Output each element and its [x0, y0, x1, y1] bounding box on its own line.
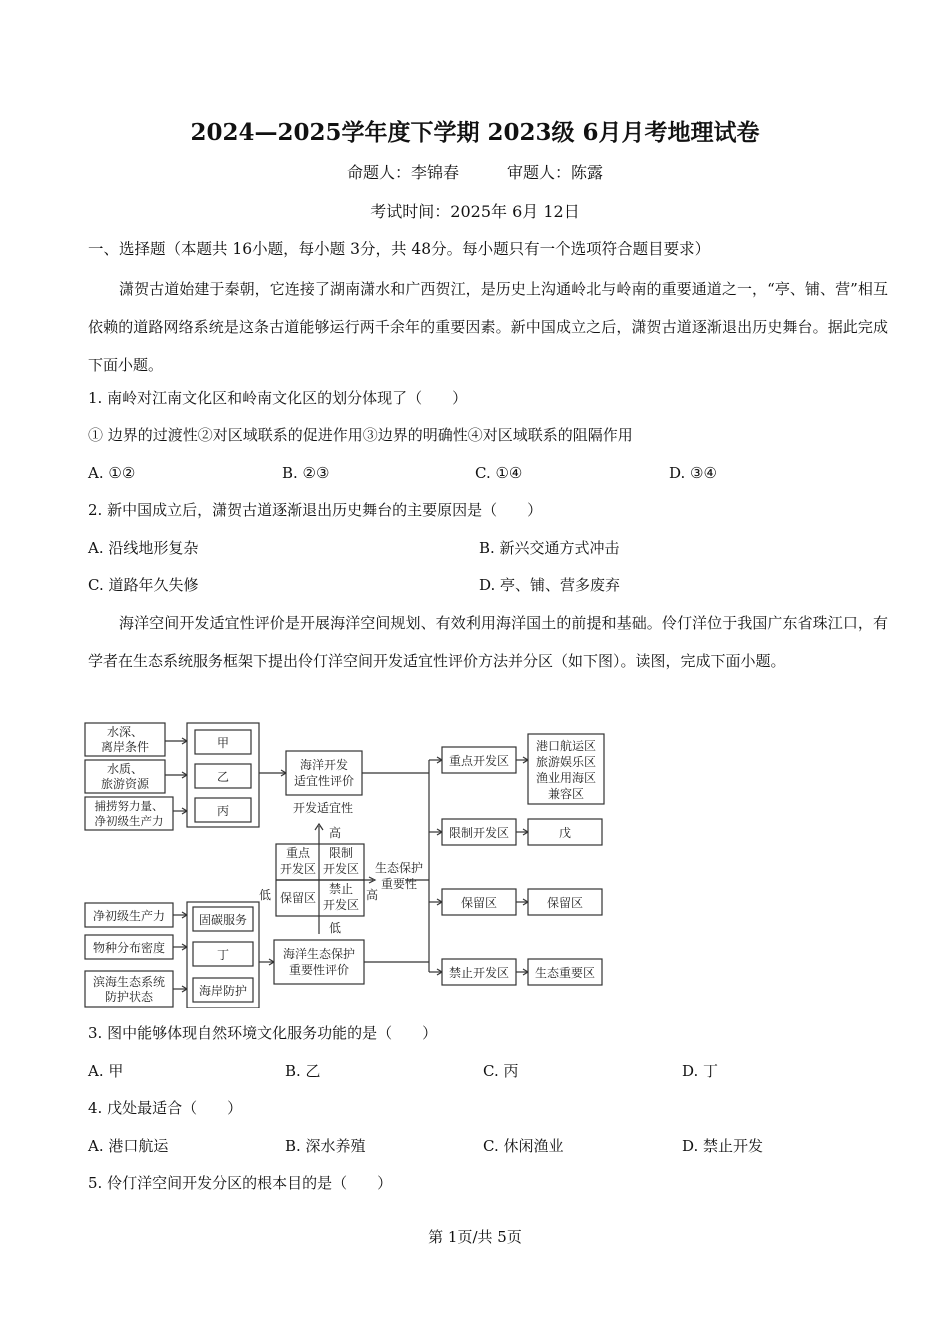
q5-stem: 5. 伶仃洋空间开发分区的根本目的是（ ） — [88, 1174, 393, 1192]
suitability-line2: 适宜性评价 — [293, 774, 355, 788]
axis-x-label-2: 重要性 — [380, 877, 418, 891]
input-npp: 净初级生产力 — [92, 909, 166, 923]
result-fishery: 渔业用海区 — [535, 771, 597, 785]
q2-option-d[interactable]: D. 亭、铺、营多废弃 — [479, 576, 621, 594]
result-tourism: 旅游娱乐区 — [535, 755, 597, 769]
axis-high-top: 高 — [329, 826, 342, 840]
matrix-key-dev-1: 重点 — [285, 846, 311, 860]
input-depth-line2: 离岸条件 — [100, 740, 150, 754]
section-header: 一、选择题（本题共 16小题，每小题 3分，共 48分。每小题只有一个选项符合题目要求） — [88, 240, 711, 258]
zone-prohibit-label: 禁止开发区 — [448, 966, 510, 980]
passage-1 — [88, 270, 888, 384]
eco-line1: 海洋生态保护 — [282, 947, 356, 961]
exam-title: 2024—2025学年度下学期 2023级 6月月考地理试卷 — [190, 119, 760, 146]
result-reserve: 保留区 — [546, 896, 584, 910]
q4-option-c[interactable]: C. 休闲渔业 — [483, 1137, 564, 1155]
result-port: 港口航运区 — [535, 739, 597, 753]
exam-time: 考试时间：2025年 6月 12日 — [370, 202, 580, 221]
input-water-line2: 旅游资源 — [100, 777, 150, 791]
q3-option-a[interactable]: A. 甲 — [88, 1062, 124, 1080]
q2-stem: 2. 新中国成立后，潇贺古道逐渐退出历史舞台的主要原因是（ ） — [88, 501, 543, 519]
q2-option-a[interactable]: A. 沿线地形复杂 — [88, 539, 199, 557]
passage-2 — [88, 604, 888, 680]
page-footer: 第 1页/共 5页 — [428, 1228, 522, 1246]
axis-low-left: 低 — [259, 888, 272, 902]
zone-key-dev-label: 重点开发区 — [448, 754, 510, 768]
q4-option-a[interactable]: A. 港口航运 — [88, 1137, 169, 1155]
label-coast-protect: 海岸防护 — [198, 984, 248, 998]
q1-statements: ① 边界的过渡性②对区域联系的促进作用③边界的明确性④对区域联系的阻隔作用 — [88, 426, 633, 444]
label-carbon: 固碳服务 — [198, 913, 248, 927]
q3-option-d[interactable]: D. 丁 — [682, 1062, 719, 1080]
axis-high-right: 高 — [366, 888, 379, 902]
axis-y-label: 开发适宜性 — [292, 801, 354, 815]
zone-reserve-label: 保留区 — [460, 896, 498, 910]
input-coastal-line2: 防护状态 — [104, 990, 154, 1004]
q1-option-d[interactable]: D. ③④ — [669, 464, 717, 482]
label-yi: 乙 — [216, 770, 230, 784]
result-eco: 生态重要区 — [534, 966, 596, 980]
matrix-prohibit-2: 开发区 — [322, 898, 360, 912]
passage-2-text: 海洋空间开发适宜性评价是开展海洋空间规划、有效利用海洋国土的前提和基础。伶仃洋位于我国广东省珠江口，有学者在生态系统服务框架下提出伶仃洋空间开发适宜性评价方法并分区（如下图）。读图，完成下面小题。 — [88, 614, 888, 670]
eco-line2: 重要性评价 — [288, 963, 350, 977]
result-compatible: 兼容区 — [547, 787, 585, 801]
label-jia: 甲 — [216, 736, 230, 750]
label-bing: 丙 — [216, 804, 230, 818]
q1-option-b[interactable]: B. ②③ — [282, 464, 330, 482]
passage-1-text: 潇贺古道始建于秦朝，它连接了湖南潇水和广西贺江，是历史上沟通岭北与岭南的重要通道之一，“亭、铺、营”相互依赖的道路网络系统是这条古道能够运行两千余年的重要因素。新中国成立之后，潇贺古道逐渐退出历史舞台。据此完成下面小题。 — [88, 280, 888, 374]
q3-option-b[interactable]: B. 乙 — [285, 1062, 321, 1080]
input-fishing-line1: 捕捞努力量、 — [94, 799, 164, 813]
axis-low-bottom: 低 — [329, 921, 342, 935]
q3-stem: 3. 图中能够体现自然环境文化服务功能的是（ ） — [88, 1024, 438, 1042]
input-coastal-line1: 滨海生态系统 — [92, 975, 166, 989]
q1-stem: 1. 南岭对江南文化区和岭南文化区的划分体现了（ ） — [88, 389, 468, 407]
suitability-line1: 海洋开发 — [299, 758, 349, 772]
matrix-limit-dev-2: 开发区 — [322, 862, 360, 876]
result-wu: 戊 — [558, 826, 572, 840]
q2-option-b[interactable]: B. 新兴交通方式冲击 — [479, 539, 620, 557]
matrix-key-dev-2: 开发区 — [279, 862, 317, 876]
q4-stem: 4. 戊处最适合（ ） — [88, 1099, 243, 1117]
input-depth-line1: 水深、 — [106, 725, 144, 739]
authors-line: 命题人：李锦春 审题人：陈露 — [346, 163, 603, 182]
input-fishing-line2: 净初级生产力 — [94, 814, 164, 828]
q1-option-a[interactable]: A. ①② — [88, 464, 136, 482]
matrix-reserve: 保留区 — [279, 891, 317, 905]
input-species: 物种分布密度 — [92, 941, 166, 955]
q3-option-c[interactable]: C. 丙 — [483, 1062, 519, 1080]
input-water-line1: 水质、 — [106, 762, 144, 776]
suitability-flow-diagram — [83, 716, 608, 1008]
zone-limit-dev-label: 限制开发区 — [448, 826, 510, 840]
q2-option-c[interactable]: C. 道路年久失修 — [88, 576, 199, 594]
axis-x-label-1: 生态保护 — [374, 861, 424, 875]
matrix-prohibit-1: 禁止 — [328, 882, 354, 896]
matrix-limit-dev-1: 限制 — [328, 846, 354, 860]
label-ding: 丁 — [216, 948, 230, 962]
q4-option-d[interactable]: D. 禁止开发 — [682, 1137, 764, 1155]
q1-option-c[interactable]: C. ①④ — [475, 464, 523, 482]
q4-option-b[interactable]: B. 深水养殖 — [285, 1137, 366, 1155]
